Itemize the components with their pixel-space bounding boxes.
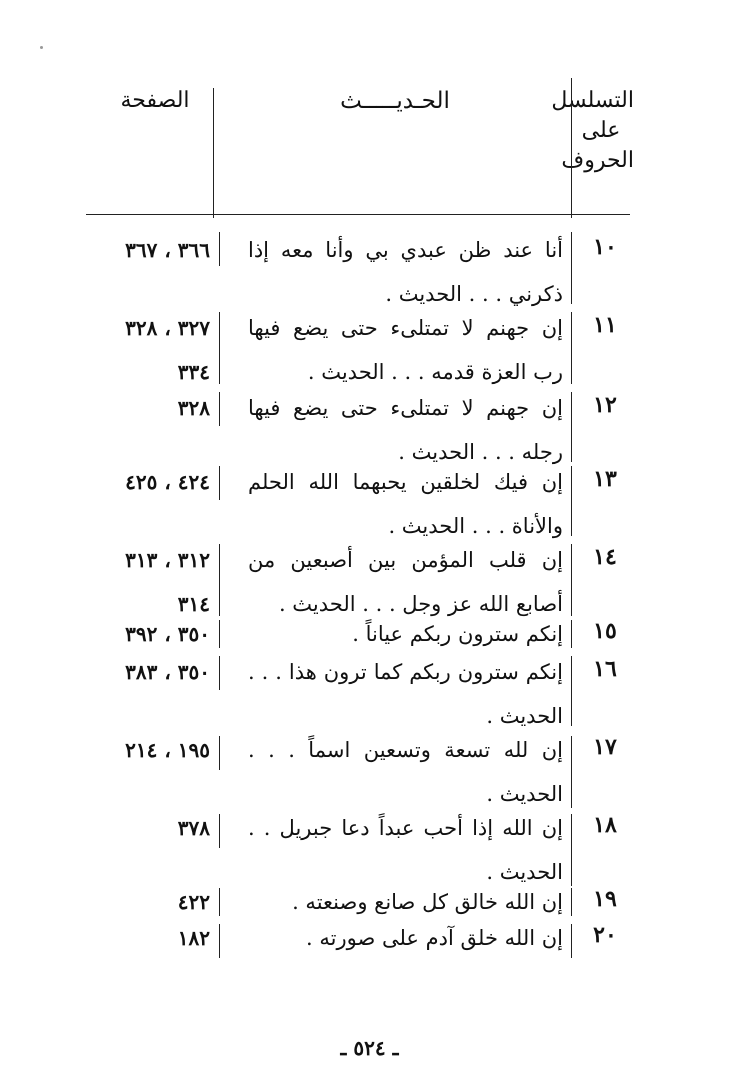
page-number: ـ ٥٢٤ ـ xyxy=(340,1036,399,1060)
row-divider-right xyxy=(571,656,572,726)
entry-pages: ٣١٢ ، ٣١٣ ٣١٤ xyxy=(125,548,210,616)
header-divider-left xyxy=(213,88,214,218)
row-divider-right xyxy=(571,544,572,616)
row-divider-left xyxy=(219,888,220,916)
row-divider-right xyxy=(571,466,572,536)
row-divider-right xyxy=(571,232,572,304)
row-divider-right xyxy=(571,888,572,916)
row-divider-left xyxy=(219,544,220,616)
entry-number: ١٨ xyxy=(593,812,617,838)
entry-pages: ٣٢٧ ، ٣٢٨ ٣٣٤ xyxy=(125,316,210,384)
row-divider-left xyxy=(219,466,220,500)
entry-number: ١٦ xyxy=(593,656,617,682)
row-divider-right xyxy=(571,814,572,886)
row-divider-left xyxy=(219,312,220,384)
speck xyxy=(40,46,43,49)
row-divider-right xyxy=(571,392,572,462)
entry-text: إن فيك لخلقين يحبهما الله الحلم والأناة . . . الحديث . xyxy=(248,470,563,538)
entry-text: إنكم سترون ربكم كما ترون هذا . . . الحديث . xyxy=(248,660,563,728)
entry-text: أنا عند ظن عبدي بي وأنا معه إذا ذكرني . . . الحديث . xyxy=(248,238,563,306)
entry-text: إن جهنم لا تمتلىء حتى يضع فيها رب العزة قدمه . . . الحديث . xyxy=(248,316,563,384)
header-hadith: الحـديـــــث xyxy=(340,88,450,114)
entry-text: إنكم سترون ربكم عياناً . xyxy=(352,622,563,646)
row-divider-left xyxy=(219,392,220,426)
row-divider-left xyxy=(219,620,220,648)
entry-text: إن الله خلق آدم على صورته . xyxy=(306,926,563,950)
entry-number: ١٣ xyxy=(593,466,617,492)
row-divider-right xyxy=(571,620,572,648)
row-divider-left xyxy=(219,924,220,958)
header-rule xyxy=(86,214,630,215)
entry-number: ١٩ xyxy=(593,886,617,912)
entry-number: ١٤ xyxy=(593,544,617,570)
entry-text: إن الله خالق كل صانع وصنعته . xyxy=(292,890,563,914)
entry-number: ١٧ xyxy=(593,734,617,760)
entry-text: إن قلب المؤمن بين أصبعين من أصابع الله عز وجل . . . الحديث . xyxy=(248,548,563,616)
entry-number: ١٢ xyxy=(593,392,617,418)
entry-pages: ١٩٥ ، ٢١٤ xyxy=(125,738,210,762)
entry-pages: ٤٢٢ xyxy=(177,890,210,914)
row-divider-right xyxy=(571,736,572,808)
entry-number: ١١ xyxy=(593,312,617,338)
entry-text: إن لله تسعة وتسعين اسماً . . . الحديث . xyxy=(248,738,563,806)
entry-pages: ٤٢٤ ، ٤٢٥ xyxy=(125,470,210,494)
header-serial: التسلسل على الحروف xyxy=(551,88,634,173)
row-divider-right xyxy=(571,312,572,384)
entry-pages: ١٨٢ xyxy=(177,926,210,950)
entry-text: إن جهنم لا تمتلىء حتى يضع فيها رجله . . . الحديث . xyxy=(248,396,563,464)
row-divider-left xyxy=(219,736,220,770)
entry-pages: ٣٥٠ ، ٣٨٣ xyxy=(125,660,210,684)
row-divider-left xyxy=(219,814,220,848)
header-divider-right xyxy=(571,78,572,218)
entry-pages: ٣٢٨ xyxy=(177,396,210,420)
entry-number: ١٠ xyxy=(593,234,617,260)
header-page: الصفحة xyxy=(120,88,190,113)
row-divider-left xyxy=(219,232,220,266)
entry-number: ٢٠ xyxy=(593,922,617,948)
entry-number: ١٥ xyxy=(593,618,617,644)
row-divider-left xyxy=(219,656,220,690)
entry-pages: ٣٧٨ xyxy=(177,816,210,840)
entry-pages: ٣٥٠ ، ٣٩٢ xyxy=(125,622,210,646)
row-divider-right xyxy=(571,924,572,958)
entry-text: إن الله إذا أحب عبداً دعا جبريل . . الحديث . xyxy=(248,816,563,884)
entry-pages: ٣٦٦ ، ٣٦٧ xyxy=(125,238,210,262)
